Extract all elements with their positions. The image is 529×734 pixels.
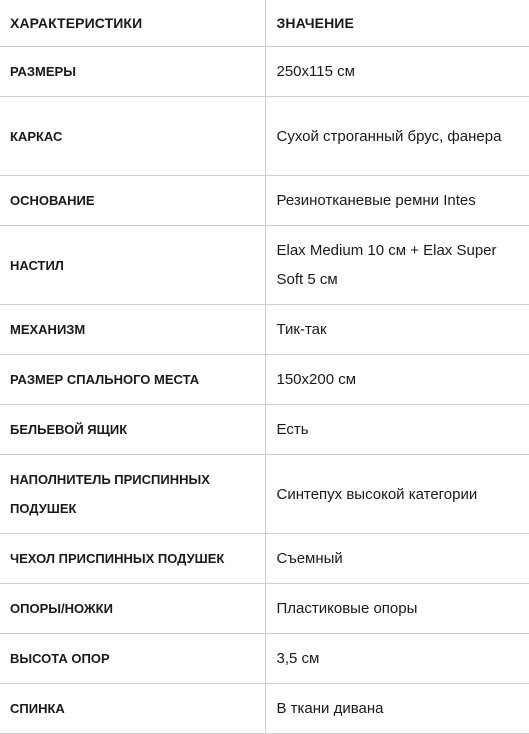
row-value: В ткани дивана — [265, 684, 529, 734]
table-row — [0, 455, 529, 534]
table-row — [0, 305, 529, 355]
row-name: КАРКАС — [0, 97, 265, 176]
table-row — [0, 634, 529, 684]
row-name: СПИНКА — [0, 684, 265, 734]
row-value: Съемный — [265, 534, 529, 584]
row-value: 3,5 см — [265, 634, 529, 684]
row-name: НАСТИЛ — [0, 226, 265, 305]
row-name: ЧЕХОЛ ПРИСПИННЫХ ПОДУШЕК — [0, 534, 265, 584]
table-row — [0, 355, 529, 405]
row-value: Пластиковые опоры — [265, 584, 529, 634]
table-row — [0, 176, 529, 226]
row-name: ОСНОВАНИЕ — [0, 176, 265, 226]
table-row — [0, 405, 529, 455]
row-name: НАПОЛНИТЕЛЬ ПРИСПИННЫХ ПОДУШЕК — [0, 455, 265, 534]
table-header-row — [0, 0, 529, 47]
table-row — [0, 97, 529, 176]
header-characteristics: ХАРАКТЕРИСТИКИ — [0, 0, 265, 47]
table-row — [0, 226, 529, 305]
row-name: МЕХАНИЗМ — [0, 305, 265, 355]
row-value: Тик-так — [265, 305, 529, 355]
header-value: ЗНАЧЕНИЕ — [265, 0, 529, 47]
table-row — [0, 584, 529, 634]
table-row — [0, 534, 529, 584]
row-name: БЕЛЬЕВОЙ ЯЩИК — [0, 405, 265, 455]
row-name: РАЗМЕР СПАЛЬНОГО МЕСТА — [0, 355, 265, 405]
row-value: Резинотканевые ремни Intes — [265, 176, 529, 226]
row-name: ОПОРЫ/НОЖКИ — [0, 584, 265, 634]
row-name: РАЗМЕРЫ — [0, 47, 265, 97]
row-name: ВЫСОТА ОПОР — [0, 634, 265, 684]
table-row — [0, 47, 529, 97]
row-value: Есть — [265, 405, 529, 455]
row-value: 250x115 см — [265, 47, 529, 97]
table-row — [0, 684, 529, 734]
row-value: Синтепух высокой категории — [265, 455, 529, 534]
row-value: Elax Medium 10 см + Elax Super Soft 5 см — [265, 226, 529, 305]
row-value: Сухой строганный брус, фанера — [265, 97, 529, 176]
row-value: 150x200 см — [265, 355, 529, 405]
